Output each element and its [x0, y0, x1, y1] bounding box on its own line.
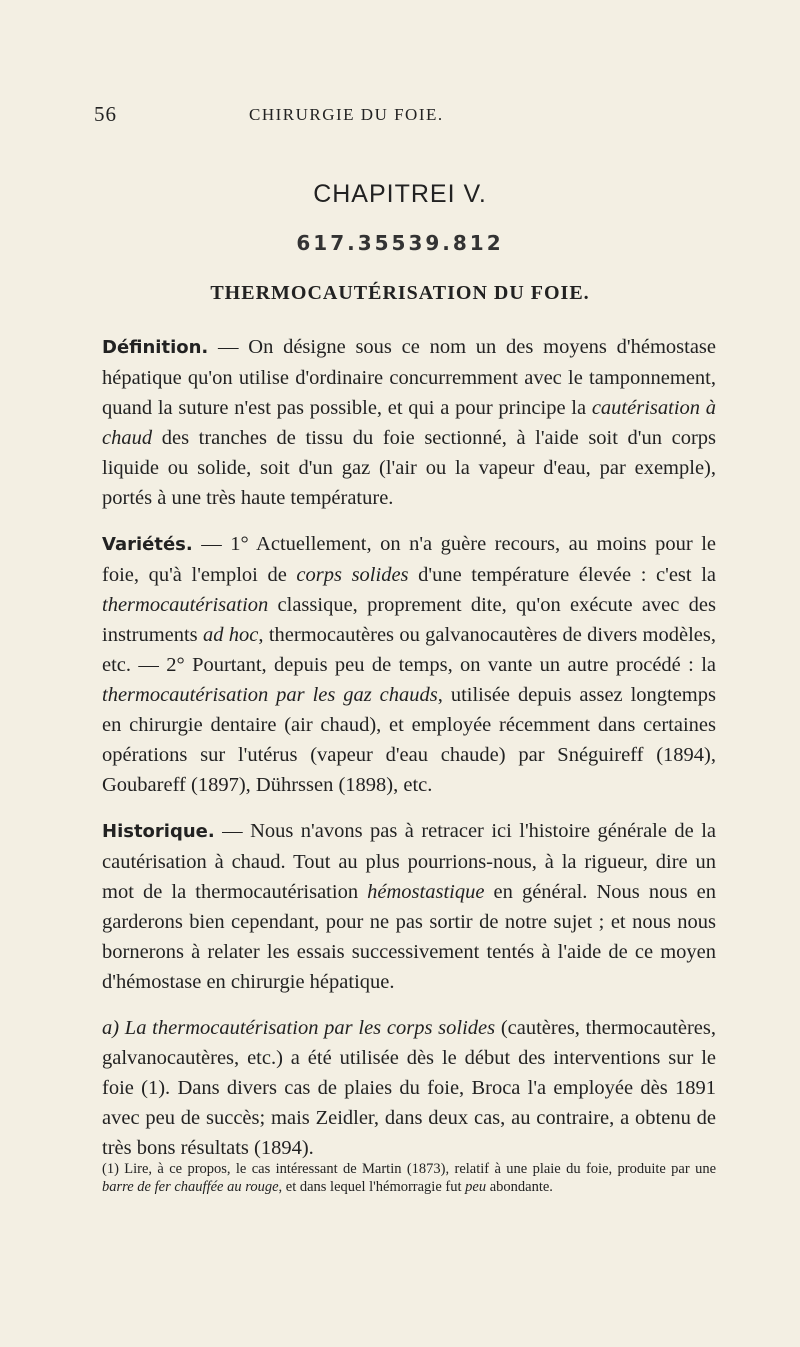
chapter-label: CHAPITREI V.	[313, 180, 487, 208]
varietes-text-3: classique, proprement dite, qu'on exécute avec des instruments	[102, 594, 716, 646]
footnote-italic-1: barre de fer chauffée au rouge	[102, 1179, 279, 1195]
classification-number: 617.35539.812	[296, 231, 504, 255]
footnote	[102, 1160, 716, 1196]
varietes-italic-4: thermocautérisation par les gaz chauds	[102, 684, 438, 706]
chapter-title: THERMOCAUTÉRISATION DU FOIE.	[210, 282, 590, 304]
historique-text-2: en général. Nous nous en garderons bien cependant, pour ne pas sortir de notre sujet ; et nous nous bornerons à relater les essais successivement tentés à l'aide de ce moyen d'hémostase en chirurgie hépatique.	[102, 881, 716, 993]
running-header	[94, 102, 740, 130]
definition-italic-1: cautérisation à chaud	[102, 397, 717, 449]
varietes-text-4: , thermocautères ou galvanocautères de divers modèles, etc. — 2° Pourtant, depuis peu de temps, on vante un autre procédé : la	[102, 624, 716, 676]
section-a-text: (cautères, thermocautères, galvanocautères, etc.) a été utilisée dès le début des interventions sur le foie (1). Dans divers cas de plaies du foie, Broca l'a employée dès 1891 avec peu de succès; mais Zeidler, dans deux cas, au contraire, a obtenu de très bons résultats (1894).	[102, 1017, 716, 1159]
paragraph-section-a	[102, 1013, 716, 1163]
running-title: CHIRURGIE DU FOIE.	[249, 105, 444, 124]
historique-text-1: — Nous n'avons pas à retracer ici l'histoire générale de la cautérisation à chaud. Tout au plus pourrions-nous, à la rigueur, dire un mot de la thermocautérisation	[102, 820, 716, 903]
footnote-text-3: abondante.	[486, 1179, 553, 1195]
footnote-text-1: (1) Lire, à ce propos, le cas intéressant de Martin (1873), relatif à une plaie du foie, produite par une	[102, 1161, 716, 1177]
footnote-italic-2: peu	[465, 1179, 487, 1195]
definition-text-2: des tranches de tissu du foie sectionné, à l'aide soit d'un corps liquide ou solide, soit d'un gaz (l'air ou la vapeur d'eau, par exemple), portés à une très haute température.	[102, 427, 716, 509]
historique-heading: Historique.	[102, 821, 215, 842]
varietes-text-1: — 1° Actuellement, on n'a guère recours, au moins pour le foie, qu'à l'emploi de	[102, 533, 716, 586]
definition-text-1: — On désigne sous ce nom un des moyens d'hémostase hépatique qu'on utilise d'ordinaire concurremment avec le tamponnement, quand la suture n'est pas possible, et qui a pour principe la	[102, 336, 716, 419]
varietes-text-5: , utilisée depuis assez longtemps en chirurgie dentaire (air chaud), et employée récemment dans certaines opérations sur l'utérus (vapeur d'eau chaude) par Snéguireff (1894), Goubareff (1897), Dührssen (1898), etc.	[102, 684, 716, 796]
varietes-italic-1: corps solides	[296, 564, 409, 586]
section-a-heading: a) La thermocautérisation par les corps solides	[102, 1017, 496, 1039]
paragraph-historique	[102, 816, 716, 997]
historique-italic-1: hémostastique	[367, 881, 485, 903]
footnote-text-2: , et dans lequel l'hémorragie fut	[278, 1179, 466, 1195]
varietes-text-2: d'une température élevée : c'est la	[408, 564, 716, 586]
varietes-italic-3: ad hoc	[202, 624, 259, 646]
varietes-heading: Variétés.	[102, 534, 193, 555]
paragraph-definition	[102, 332, 716, 513]
varietes-italic-2: thermocautérisation	[102, 594, 269, 616]
page-number: 56	[94, 102, 117, 126]
definition-heading: Définition.	[102, 337, 209, 358]
body-text	[102, 332, 716, 1163]
paragraph-varietes	[102, 529, 716, 800]
